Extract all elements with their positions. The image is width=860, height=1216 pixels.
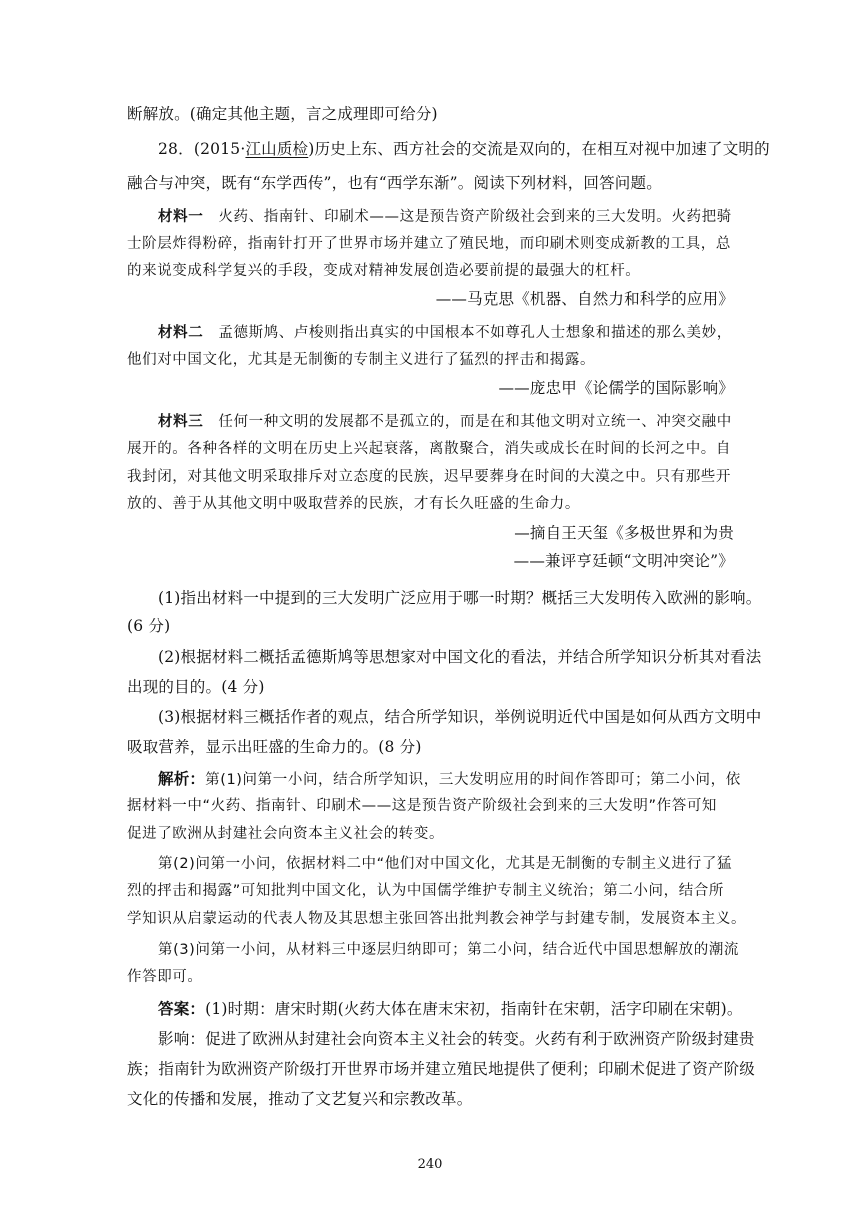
material-3-source: —摘自王天玺《多极世界和为贵 <box>514 524 734 542</box>
answer-line <box>158 998 743 1020</box>
sub-question-1: (1)指出材料一中提到的三大发明广泛应用于哪一时期？概括三大发明传入欧洲的影响。 <box>158 589 762 607</box>
analysis-line: 促进了欧洲从封建社会向资本主义社会的转变。 <box>127 826 445 842</box>
answer-text: (1)时期：唐宋时期(火药大体在唐末宋初，指南针在宋朝，活字印刷在宋朝)。 <box>205 1000 743 1018</box>
material-3-line <box>158 411 732 433</box>
material-1-line <box>158 206 732 228</box>
page-number: 240 <box>417 1157 443 1172</box>
answer-line: 文化的传播和发展，推动了文艺复兴和宗教改革。 <box>127 1090 473 1108</box>
material-2-label: 材料二 <box>158 325 204 341</box>
sub-question-3: 吸取营养，显示出旺盛的生命力的。(8 分) <box>127 738 422 756</box>
material-3-line: 展开的。各种各样的文明在历史上兴起衰落，离散聚合，消失或成长在时间的长河之中。自 <box>127 441 731 457</box>
material-3-text: 任何一种文明的发展都不是孤立的，而是在和其他文明对立统一、冲突交融中 <box>203 414 732 430</box>
material-2-text: 孟德斯鸠、卢梭则指出真实的中国根本不如尊孔人士想象和描述的那么美妙， <box>203 325 732 341</box>
material-2-source: ——庞忠甲《论儒学的国际影响》 <box>498 379 734 397</box>
analysis-label: 解析： <box>158 769 206 788</box>
question-number: 28．(2015· <box>158 140 246 158</box>
analysis-line: 第(2)问第一小问，依据材料二中“他们对中国文化，尤其是无制衡的专制主义进行了猛 <box>158 856 733 872</box>
material-2-line: 他们对中国文化，尤其是无制衡的专制主义进行了猛烈的抨击和揭露。 <box>127 352 596 368</box>
material-1-line: 的来说变成科学复兴的手段，变成对精神发展创造必要前提的最强大的杠杆。 <box>127 263 641 279</box>
analysis-line <box>158 768 741 791</box>
material-2-line <box>158 322 732 344</box>
text-line: 融合与冲突，既有“东学西传”，也有“西学东渐”。阅读下列材料，回答问题。 <box>127 174 662 192</box>
answer-label: 答案： <box>158 999 206 1018</box>
answer-line: 族；指南针为欧洲资产阶级打开世界市场并建立殖民地提供了便利；印刷术促进了资产阶级 <box>127 1060 756 1078</box>
material-1-line: 士阶层炸得粉碎，指南针打开了世界市场并建立了殖民地，而印刷术则变成新教的工具，总 <box>127 236 731 252</box>
material-1-source: ——马克思《机器、自然力和科学的应用》 <box>435 290 734 308</box>
material-3-line: 放的、善于从其他文明中吸取营养的民族，才有长久旺盛的生命力。 <box>127 496 580 512</box>
analysis-line: 学知识从启蒙运动的代表人物及其思想主张回答出批判教会神学与封建专制，发展资本主义。 <box>127 911 747 927</box>
text-line: 断解放。(确定其他主题，言之成理即可给分) <box>127 105 438 123</box>
sub-question-2: 出现的目的。(4 分) <box>127 678 265 696</box>
material-3-line: 我封闭，对其他文明采取排斥对立态度的民族，迟早要葬身在时间的大漠之中。只有那些开 <box>127 469 731 485</box>
answer-line: 影响：促进了欧洲从封建社会向资本主义社会的转变。火药有利于欧洲资产阶级封建贵 <box>158 1030 755 1048</box>
material-3-label: 材料三 <box>158 414 204 430</box>
question-source: 江山质检 <box>245 140 309 158</box>
material-1-text: 火药、指南针、印刷术——这是预告资产阶级社会到来的三大发明。火药把骑 <box>203 209 732 225</box>
material-3-source: ——兼评亨廷顿“文明冲突论”》 <box>513 552 734 570</box>
analysis-line: 烈的抨击和揭露”可知批判中国文化，认为中国儒学维护专制主义统治；第二小问，结合所 <box>127 883 725 899</box>
analysis-line: 作答即可。 <box>127 969 203 985</box>
question-text: )历史上东、西方社会的交流是双向的，在相互对视中加速了文明的 <box>308 140 770 158</box>
sub-question-3: (3)根据材料三概括作者的观点，结合所学知识，举例说明近代中国是如何从西方文明中 <box>158 708 762 726</box>
material-1-label: 材料一 <box>158 209 204 225</box>
analysis-line: 据材料一中“火药、指南针、印刷术——这是预告资产阶级社会到来的三大发明”作答可知 <box>127 798 718 814</box>
analysis-line: 第(3)问第一小问，从材料三中逐层归纳即可；第二小问，结合近代中国思想解放的潮流 <box>158 942 740 958</box>
analysis-text: 第(1)问第一小问，结合所学知识，三大发明应用的时间作答即可；第二小问，依 <box>205 772 741 788</box>
question-28-line <box>158 138 770 160</box>
sub-question-2: (2)根据材料二概括孟德斯鸠等思想家对中国文化的看法，并结合所学知识分析其对看法 <box>158 648 762 666</box>
sub-question-1: (6 分) <box>127 617 171 635</box>
